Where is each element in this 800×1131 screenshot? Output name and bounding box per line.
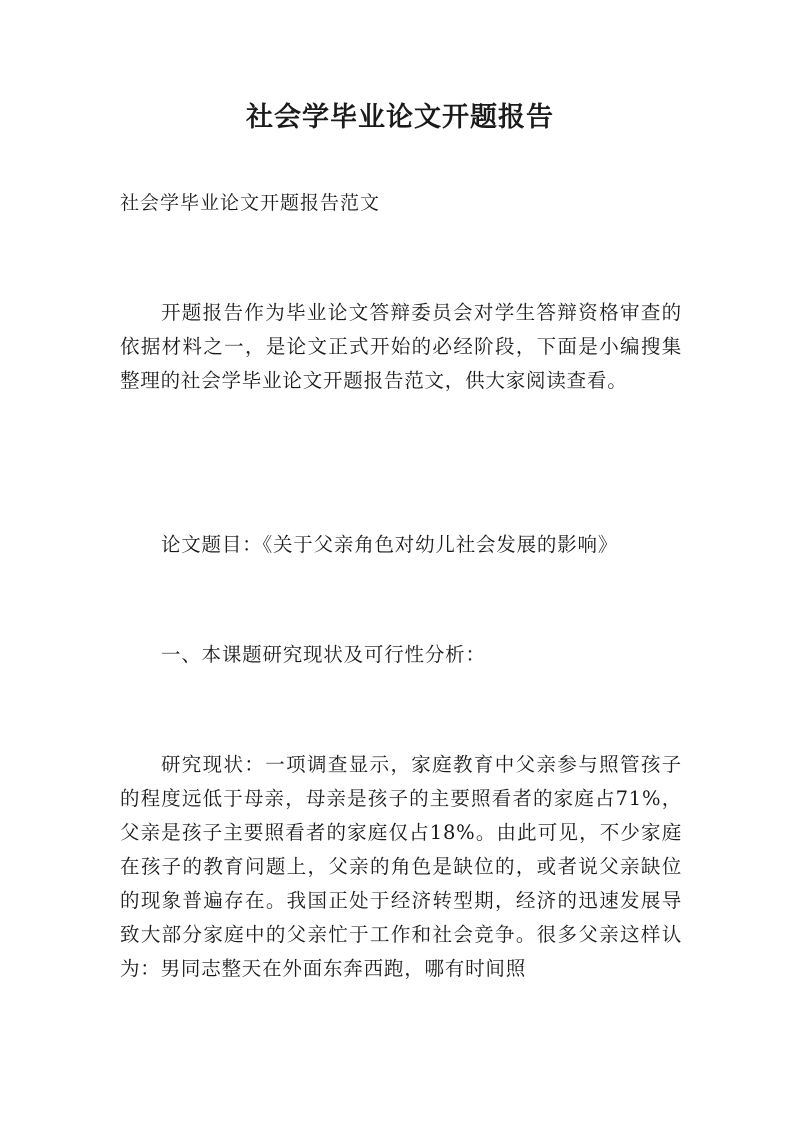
document-subtitle: 社会学毕业论文开题报告范文: [120, 192, 381, 214]
research-status-paragraph: 研究现状：一项调查显示，家庭教育中父亲参与照管孩子的程度远低于母亲，母亲是孩子的主要照看者的家庭占71%，父亲是孩子主要照看者的家庭仅占18%。由此可见，不少家庭在孩子的教育问题上，父亲的角色是缺位的，或者说父亲缺位的现象普遍存在。我国正处于经济转型期，经济的迅速发展导致大部分家庭中的父亲忙于工作和社会竞争。很多父亲这样认为：男同志整天在外面东奔西跑，哪有时间照: [120, 753, 682, 980]
thesis-topic-paragraph: 论文题目：《关于父亲角色对幼儿社会发展的影响》: [160, 533, 619, 556]
section-heading: 一、本课题研究现状及可行性分析：: [160, 643, 486, 666]
intro-paragraph: 开题报告作为毕业论文答辩委员会对学生答辩资格审查的依据材料之一，是论文正式开始的必经阶段，下面是小编搜集整理的社会学毕业论文开题报告范文，供大家阅读查看。: [120, 301, 682, 392]
document-title: 社会学毕业论文开题报告: [246, 102, 554, 133]
